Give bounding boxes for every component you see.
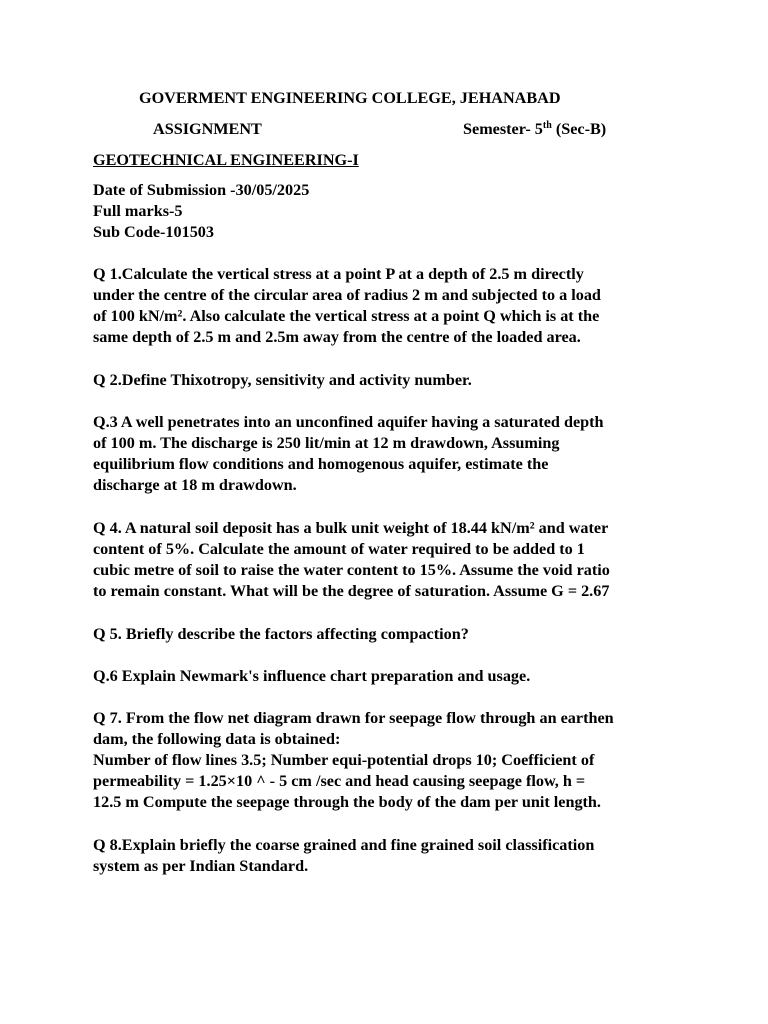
question-line: Q.6 Explain Newmark's influence chart preparation and usage. (93, 667, 531, 685)
question-line: Number of flow lines 3.5; Number equi-potential drops 10; Coefficient of (93, 751, 595, 770)
question-4 (93, 518, 733, 602)
question-line: Q.3 A well penetrates into an unconfined aquifer having a saturated depth (93, 413, 604, 431)
question-line: equilibrium flow conditions and homogenous aquifer, estimate the (93, 455, 549, 474)
question-line: same depth of 2.5 m and 2.5m away from the centre of the loaded area. (93, 328, 581, 347)
question-line: Q 2.Define Thixotropy, sensitivity and activity number. (93, 371, 472, 389)
semester-prefix: Semester- 5 (463, 120, 543, 138)
semester-superscript: th (542, 120, 552, 131)
question-6 (93, 666, 733, 687)
question-line: under the centre of the circular area of radius 2 m and subjected to a load (93, 286, 601, 305)
question-5 (93, 624, 733, 645)
question-line: Q 1.Calculate the vertical stress at a point P at a depth of 2.5 m directly (93, 265, 584, 283)
submission-date: Date of Submission -30/05/2025 (93, 181, 310, 199)
college-title: GOVERMENT ENGINEERING COLLEGE, JEHANABAD (139, 89, 561, 107)
assignment-label: ASSIGNMENT (153, 120, 262, 138)
question-line: 12.5 m Compute the seepage through the body of the dam per unit length. (93, 793, 601, 812)
question-line: of 100 kN/m². Also calculate the vertical stress at a point Q which is at the (93, 307, 600, 326)
semester-label (463, 119, 606, 142)
question-line: Q 8.Explain briefly the coarse grained and fine grained soil classification (93, 836, 595, 854)
question-line: Q 7. From the flow net diagram drawn for seepage flow through an earthen (93, 709, 614, 727)
question-7 (93, 708, 733, 813)
subject-heading: GEOTECHNICAL ENGINEERING-I (93, 151, 359, 169)
question-8 (93, 835, 733, 877)
question-line: discharge at 18 m drawdown. (93, 476, 297, 495)
question-1 (93, 264, 733, 348)
question-line: dam, the following data is obtained: (93, 730, 341, 749)
semester-section: (Sec-B) (551, 120, 607, 138)
question-3 (93, 412, 733, 496)
question-line: system as per Indian Standard. (93, 857, 309, 876)
question-line: Q 5. Briefly describe the factors affecting compaction? (93, 625, 469, 643)
question-line: content of 5%. Calculate the amount of water required to be added to 1 (93, 540, 585, 559)
question-2 (93, 370, 733, 391)
question-line: Q 4. A natural soil deposit has a bulk unit weight of 18.44 kN/m² and water (93, 519, 609, 537)
subject-code: Sub Code-101503 (93, 223, 214, 241)
question-line: permeability = 1.25×10 ^ - 5 cm /sec and head causing seepage flow, h = (93, 772, 586, 791)
question-line: to remain constant. What will be the degree of saturation. Assume G = 2.67 (93, 582, 610, 601)
full-marks: Full marks-5 (93, 202, 183, 220)
question-line: cubic metre of soil to raise the water content to 15%. Assume the void ratio (93, 561, 610, 580)
question-line: of 100 m. The discharge is 250 lit/min at 12 m drawdown, Assuming (93, 434, 560, 453)
